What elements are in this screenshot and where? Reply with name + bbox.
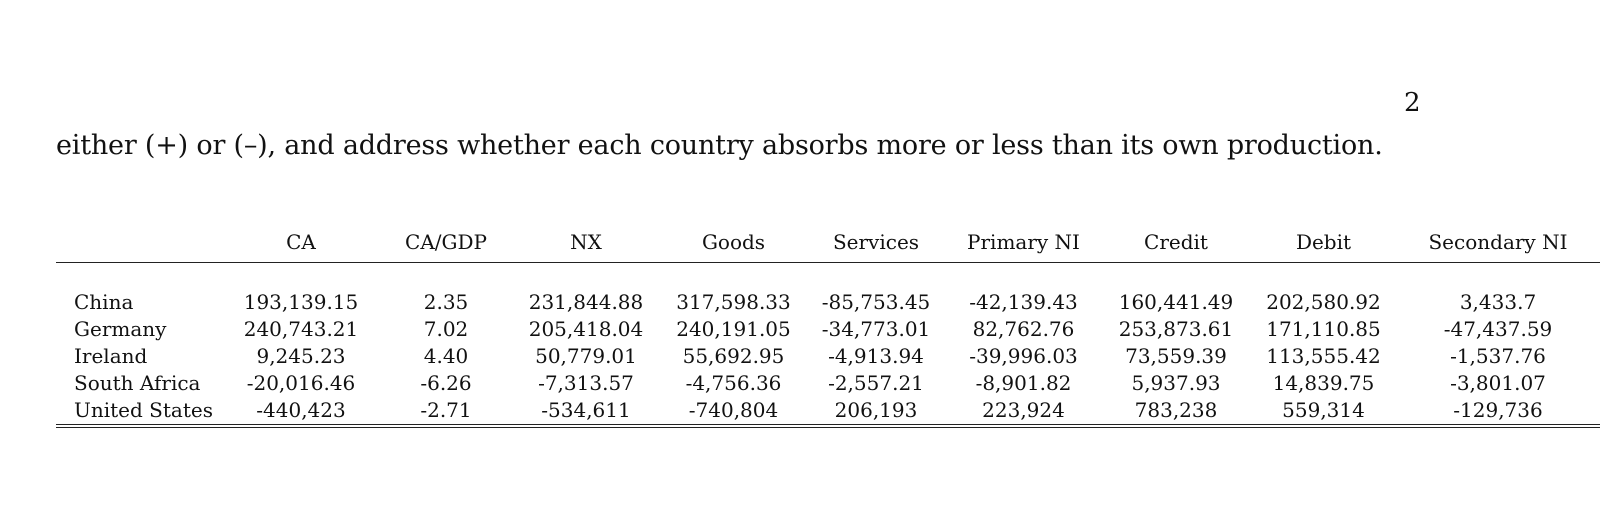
value-cell: 73,559.39 bbox=[1125, 344, 1227, 368]
value-cell: 50,779.01 bbox=[535, 344, 637, 368]
value-cell: 205,418.04 bbox=[528, 317, 644, 341]
header-ca: CA bbox=[221, 230, 381, 263]
value-cell: 240,743.21 bbox=[243, 317, 359, 341]
value-cell: -440,423 bbox=[221, 397, 381, 425]
value-cell: 240,191.05 bbox=[676, 317, 791, 341]
table-bottom-rule bbox=[56, 425, 1600, 428]
value-cell: -47,437.59 bbox=[1443, 317, 1553, 341]
value-cell: 231,844.88 bbox=[528, 290, 644, 314]
value-cell: 253,873.61 bbox=[1118, 317, 1234, 341]
table-row bbox=[56, 370, 1600, 397]
value-cell: 113,555.42 bbox=[1266, 344, 1381, 368]
value-cell: -534,611 bbox=[511, 397, 661, 425]
header-services: Services bbox=[806, 230, 946, 263]
value-cell: 14,839.75 bbox=[1272, 371, 1375, 395]
value-cell: -4,913.94 bbox=[828, 344, 924, 368]
value-cell: -6.26 bbox=[420, 371, 472, 395]
page-number: 2 bbox=[1404, 88, 1421, 118]
value-cell: 2.35 bbox=[423, 290, 469, 314]
country-cell: Germany bbox=[74, 317, 167, 341]
country-cell: China bbox=[74, 290, 134, 314]
value-cell: -7,313.57 bbox=[538, 371, 634, 395]
table-row bbox=[56, 397, 1600, 425]
value-cell: -4,756.36 bbox=[685, 371, 782, 395]
header-secondary-ni: Secondary NI bbox=[1396, 230, 1600, 263]
value-cell: -2.71 bbox=[381, 397, 511, 425]
value-cell: 160,441.49 bbox=[1118, 290, 1234, 314]
value-cell: -740,804 bbox=[661, 397, 806, 425]
value-cell: 223,924 bbox=[946, 397, 1101, 425]
value-cell: -20,016.46 bbox=[246, 371, 356, 395]
value-cell: 202,580.92 bbox=[1266, 290, 1381, 314]
value-cell: 559,314 bbox=[1251, 397, 1396, 425]
value-cell: 171,110.85 bbox=[1266, 317, 1381, 341]
value-cell: -1,537.76 bbox=[1450, 344, 1546, 368]
country-cell: Ireland bbox=[74, 344, 148, 368]
value-cell: 3,433.7 bbox=[1459, 290, 1537, 314]
value-cell: -39,996.03 bbox=[969, 344, 1078, 368]
header-nx: NX bbox=[511, 230, 661, 263]
value-cell: 317,598.33 bbox=[676, 290, 791, 314]
paragraph-text: either (+) or (–), and address whether each country absorbs more or less than its own production. bbox=[56, 130, 1383, 161]
header-debit: Debit bbox=[1251, 230, 1396, 263]
header-ca-gdp: CA/GDP bbox=[381, 230, 511, 263]
value-cell: 7.02 bbox=[423, 317, 469, 341]
header-credit: Credit bbox=[1101, 230, 1251, 263]
value-cell: 193,139.15 bbox=[243, 290, 359, 314]
balance-of-payments-table bbox=[56, 230, 1600, 425]
header-primary-ni: Primary NI bbox=[946, 230, 1101, 263]
country-cell: South Africa bbox=[74, 371, 201, 395]
table-body bbox=[56, 263, 1600, 425]
value-cell: 82,762.76 bbox=[972, 317, 1075, 341]
country-cell: United States bbox=[56, 397, 221, 425]
value-cell: -129,736 bbox=[1396, 397, 1600, 425]
value-cell: -3,801.07 bbox=[1450, 371, 1546, 395]
table-spacer-row bbox=[56, 263, 1600, 290]
value-cell: -42,139.43 bbox=[969, 290, 1078, 314]
header-goods: Goods bbox=[661, 230, 806, 263]
table-header-row bbox=[56, 230, 1600, 263]
value-cell: 4.40 bbox=[423, 344, 469, 368]
table-row bbox=[56, 316, 1600, 343]
table-row bbox=[56, 289, 1600, 316]
value-cell: 55,692.95 bbox=[682, 344, 785, 368]
value-cell: 5,937.93 bbox=[1131, 371, 1221, 395]
value-cell: -34,773.01 bbox=[821, 317, 931, 341]
value-cell: -8,901.82 bbox=[975, 371, 1072, 395]
value-cell: 9,245.23 bbox=[256, 344, 346, 368]
value-cell: -85,753.45 bbox=[821, 290, 931, 314]
value-cell: 206,193 bbox=[806, 397, 946, 425]
value-cell: 783,238 bbox=[1101, 397, 1251, 425]
header-country bbox=[56, 230, 221, 263]
value-cell: -2,557.21 bbox=[828, 371, 924, 395]
data-table-container bbox=[56, 230, 1600, 428]
table-row bbox=[56, 343, 1600, 370]
